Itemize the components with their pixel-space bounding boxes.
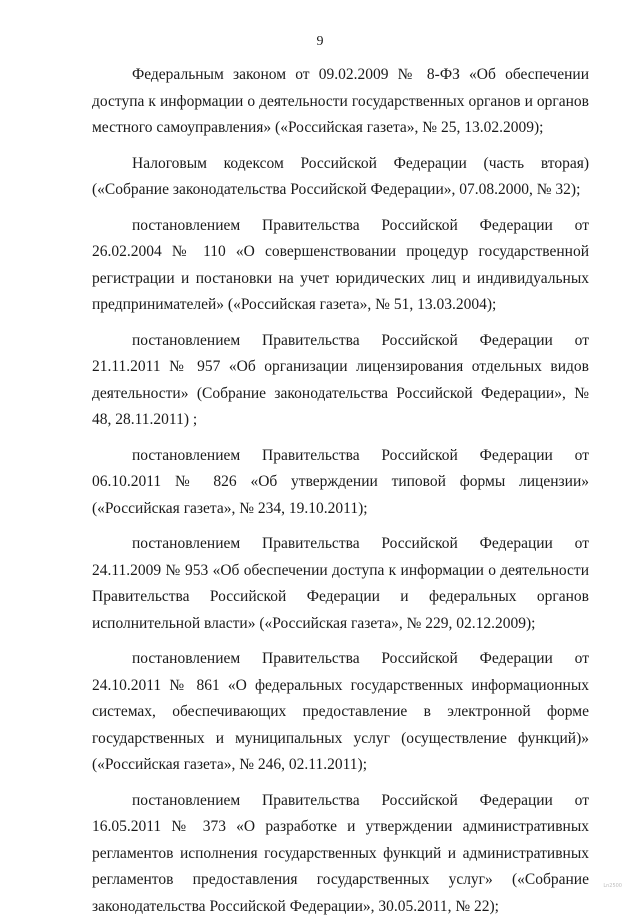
paragraph-tax-code: Налоговым кодексом Российской Федерации (часть вторая) («Собрание законодательства Российской Федерации», 07.08.2000, № 32); [92, 151, 589, 204]
paragraph-decree-373: постановлением Правительства Российской Федерации от 16.05.2011 № 373 «О разработке и утверждении административных регламентов исполнения государственных функций и административных регламентов предоставления государственных услуг» («Собрание законодательства Российской Федерации», 30.05.2011, № 22); [92, 788, 589, 920]
paragraph-decree-826: постановлением Правительства Российской Федерации от 06.10.2011 № 826 «Об утверждении типовой формы лицензии» («Российская газета», № 234, 19.10.2011); [92, 443, 589, 523]
paragraph-decree-861: постановлением Правительства Российской Федерации от 24.10.2011 № 861 «О федеральных государственных информационных системах, обеспечивающих предоставление в электронной форме государственных и муниципальных услуг (осуществление функций)» («Российская газета», № 246, 02.11.2011); [92, 646, 589, 779]
paragraph-decree-110: постановлением Правительства Российской Федерации от 26.02.2004 № 110 «О совершенствовании процедур государственной регистрации и постановки на учет юридических лиц и индивидуальных предпринимателей» («Российская газета», № 51, 13.03.2004); [92, 213, 589, 319]
paragraph-federal-law-8fz: Федеральным законом от 09.02.2009 № 8-ФЗ «Об обеспечении доступа к информации о деятельности государственных органов и органов местного самоуправления» («Российская газета», № 25, 13.02.2009); [92, 62, 589, 142]
paragraph-decree-953: постановлением Правительства Российской Федерации от 24.11.2009 № 953 «Об обеспечении доступа к информации о деятельности Правительства Российской Федерации и федеральных органов исполнительной власти» («Российская газета», № 229, 02.12.2009); [92, 531, 589, 637]
document-body [92, 62, 589, 920]
paragraph-decree-957: постановлением Правительства Российской Федерации от 21.11.2011 № 957 «Об организации лицензирования отдельных видов деятельности» (Собрание законодательства Российской Федерации», № 48, 28.11.2011) ; [92, 328, 589, 434]
scan-mark: Ln2500 [603, 883, 622, 889]
page-number: 9 [0, 34, 640, 50]
